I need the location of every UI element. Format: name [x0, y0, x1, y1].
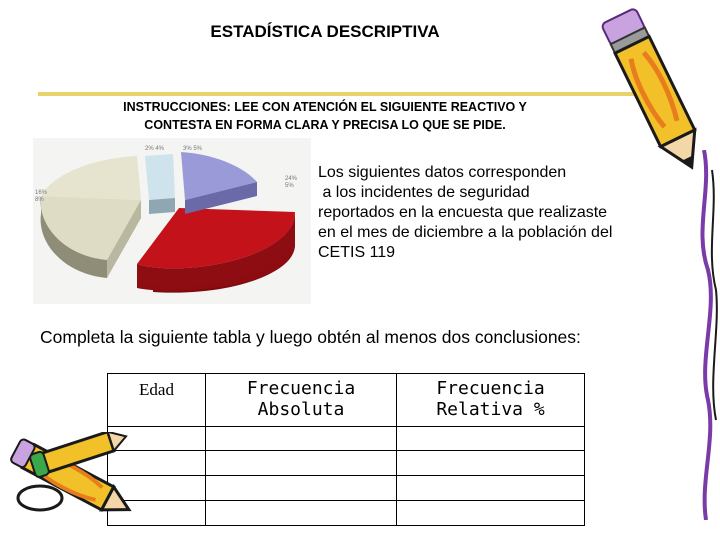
description-line: reportados en la encuesta que realizaste	[318, 204, 608, 221]
description-line: CETIS 119	[318, 244, 396, 261]
instructions	[80, 98, 570, 134]
description-line: Los siguientes datos corresponden	[318, 164, 567, 181]
table-cell[interactable]	[206, 476, 397, 501]
pie-label: 24% 5%	[285, 176, 298, 189]
pencils-cluster-icon	[0, 432, 140, 536]
table-header-row	[108, 374, 585, 427]
table-row	[108, 427, 585, 451]
pencil-edge-icon	[678, 150, 720, 520]
header-edad: Edad	[108, 374, 206, 427]
header-divider	[38, 92, 678, 96]
frequency-table	[107, 373, 585, 526]
header-frecuencia-absoluta: Frecuencia Absoluta	[206, 374, 397, 427]
description-line: en el mes de diciembre a la población del	[318, 224, 613, 241]
table-instructions: Completa la siguiente tabla y luego obtén al menos dos conclusiones:	[40, 327, 581, 347]
instructions-line-2: CONTESTA EN FORMA CLARA Y PRECISA LO QUE SE PIDE.	[144, 118, 506, 132]
table-cell[interactable]	[206, 427, 397, 451]
instructions-line-1: INSTRUCCIONES: LEE CON ATENCIÓN EL SIGUIENTE REACTIVO Y	[123, 100, 527, 114]
table-cell[interactable]	[206, 451, 397, 476]
table-cell[interactable]	[397, 501, 585, 526]
description-line: a los incidentes de seguridad	[318, 184, 530, 201]
table-row	[108, 476, 585, 501]
pie-label: 16% 8%	[35, 190, 48, 203]
header-frecuencia-relativa: Frecuencia Relativa %	[397, 374, 585, 427]
table-cell[interactable]	[397, 451, 585, 476]
page-title: ESTADÍSTICA DESCRIPTIVA	[210, 22, 440, 41]
pie-label: 3% 5%	[183, 146, 203, 152]
table-row	[108, 451, 585, 476]
table-cell[interactable]	[397, 476, 585, 501]
pie-chart-image	[33, 138, 311, 304]
table-cell[interactable]	[397, 427, 585, 451]
table-row	[108, 501, 585, 526]
table-cell[interactable]	[206, 501, 397, 526]
pie-label: 2% 4%	[145, 146, 165, 152]
